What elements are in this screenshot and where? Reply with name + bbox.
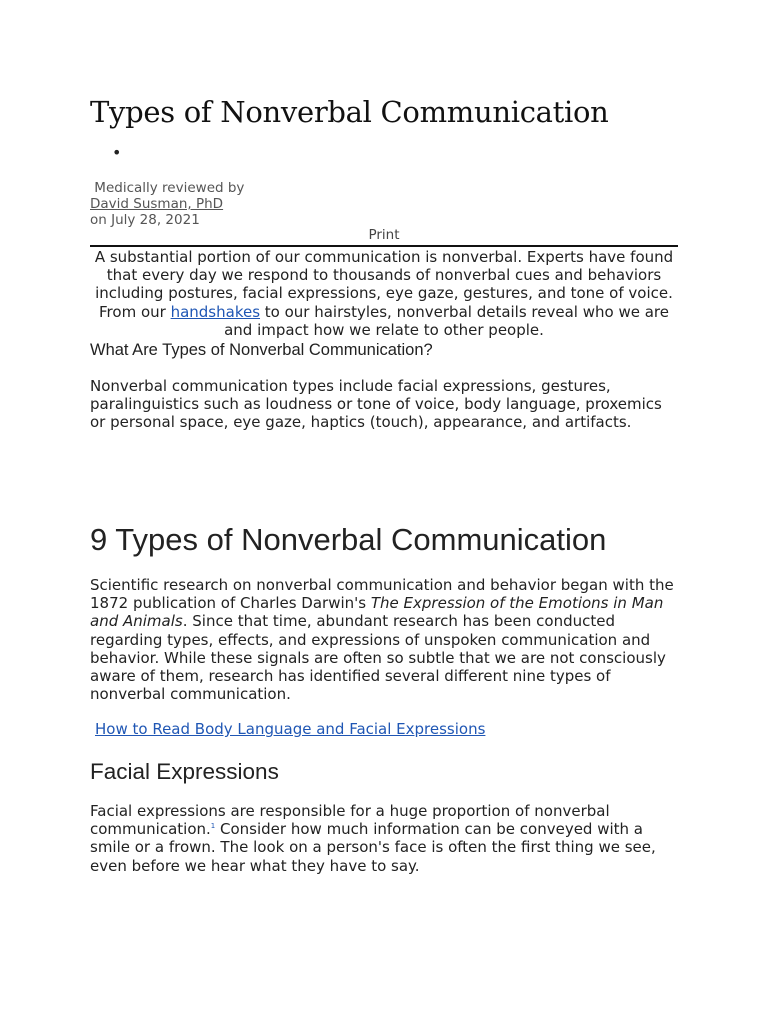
reviewer-link[interactable]: David Susman, PhD — [90, 196, 224, 212]
print-button[interactable]: Print — [368, 227, 400, 243]
facial-text-end: Consider how much information can be conveyed with a smile or a frown. The look on a person's face is often the first thing we see, even before we hear what they have to say. — [90, 820, 656, 875]
handshakes-link[interactable]: handshakes — [170, 302, 261, 321]
page-title: Types of Nonverbal Communication — [90, 95, 609, 129]
intro-paragraph — [90, 248, 678, 339]
intro-text-start: A substantial portion of our communication is nonverbal. Experts have found that every day we respond to thousands of nonverbal cues and behaviors including postures, facial expressions, eye gaze, gestures, and tone of voice. From our — [94, 248, 674, 321]
question-heading: What Are Types of Nonverbal Communication? — [90, 341, 433, 359]
related-article — [95, 720, 485, 738]
related-article-link[interactable]: How to Read Body Language and Facial Expressions — [95, 720, 486, 738]
research-paragraph — [90, 576, 682, 703]
review-date: on July 28, 2021 — [90, 212, 200, 228]
intro-text-end: to our hairstyles, nonverbal details reveal who we are and impact how we relate to other people. — [224, 302, 669, 339]
citation-ref[interactable]: 1 — [210, 822, 216, 831]
facial-expressions-heading: Facial Expressions — [90, 759, 279, 784]
facial-paragraph — [90, 802, 678, 875]
book-title: The Expression of the Emotions in Man and Animals — [90, 594, 664, 631]
answer-paragraph: Nonverbal communication types include facial expressions, gestures, paralinguistics such as loudness or tone of voice, body language, proxemics or personal space, eye gaze, haptics (touch), appearance, and artifacts. — [90, 377, 662, 432]
research-text-start: Scientific research on nonverbal communication and behavior began with the 1872 publication of Charles Darwin's — [90, 576, 674, 613]
list-bullet: • — [112, 143, 122, 162]
divider — [90, 245, 678, 247]
review-info — [90, 180, 244, 228]
research-text-end: . Since that time, abundant research has been conducted regarding types, effects, and expressions of unspoken communication and behavior. While these signals are often so subtle that we are not consciously aware of them, research has identified several different nine types of nonverbal communication. — [90, 612, 666, 704]
review-label: Medically reviewed by — [94, 180, 245, 196]
section-heading: 9 Types of Nonverbal Communication — [90, 522, 607, 557]
facial-text-start: Facial expressions are responsible for a huge proportion of nonverbal communication. — [90, 802, 610, 839]
